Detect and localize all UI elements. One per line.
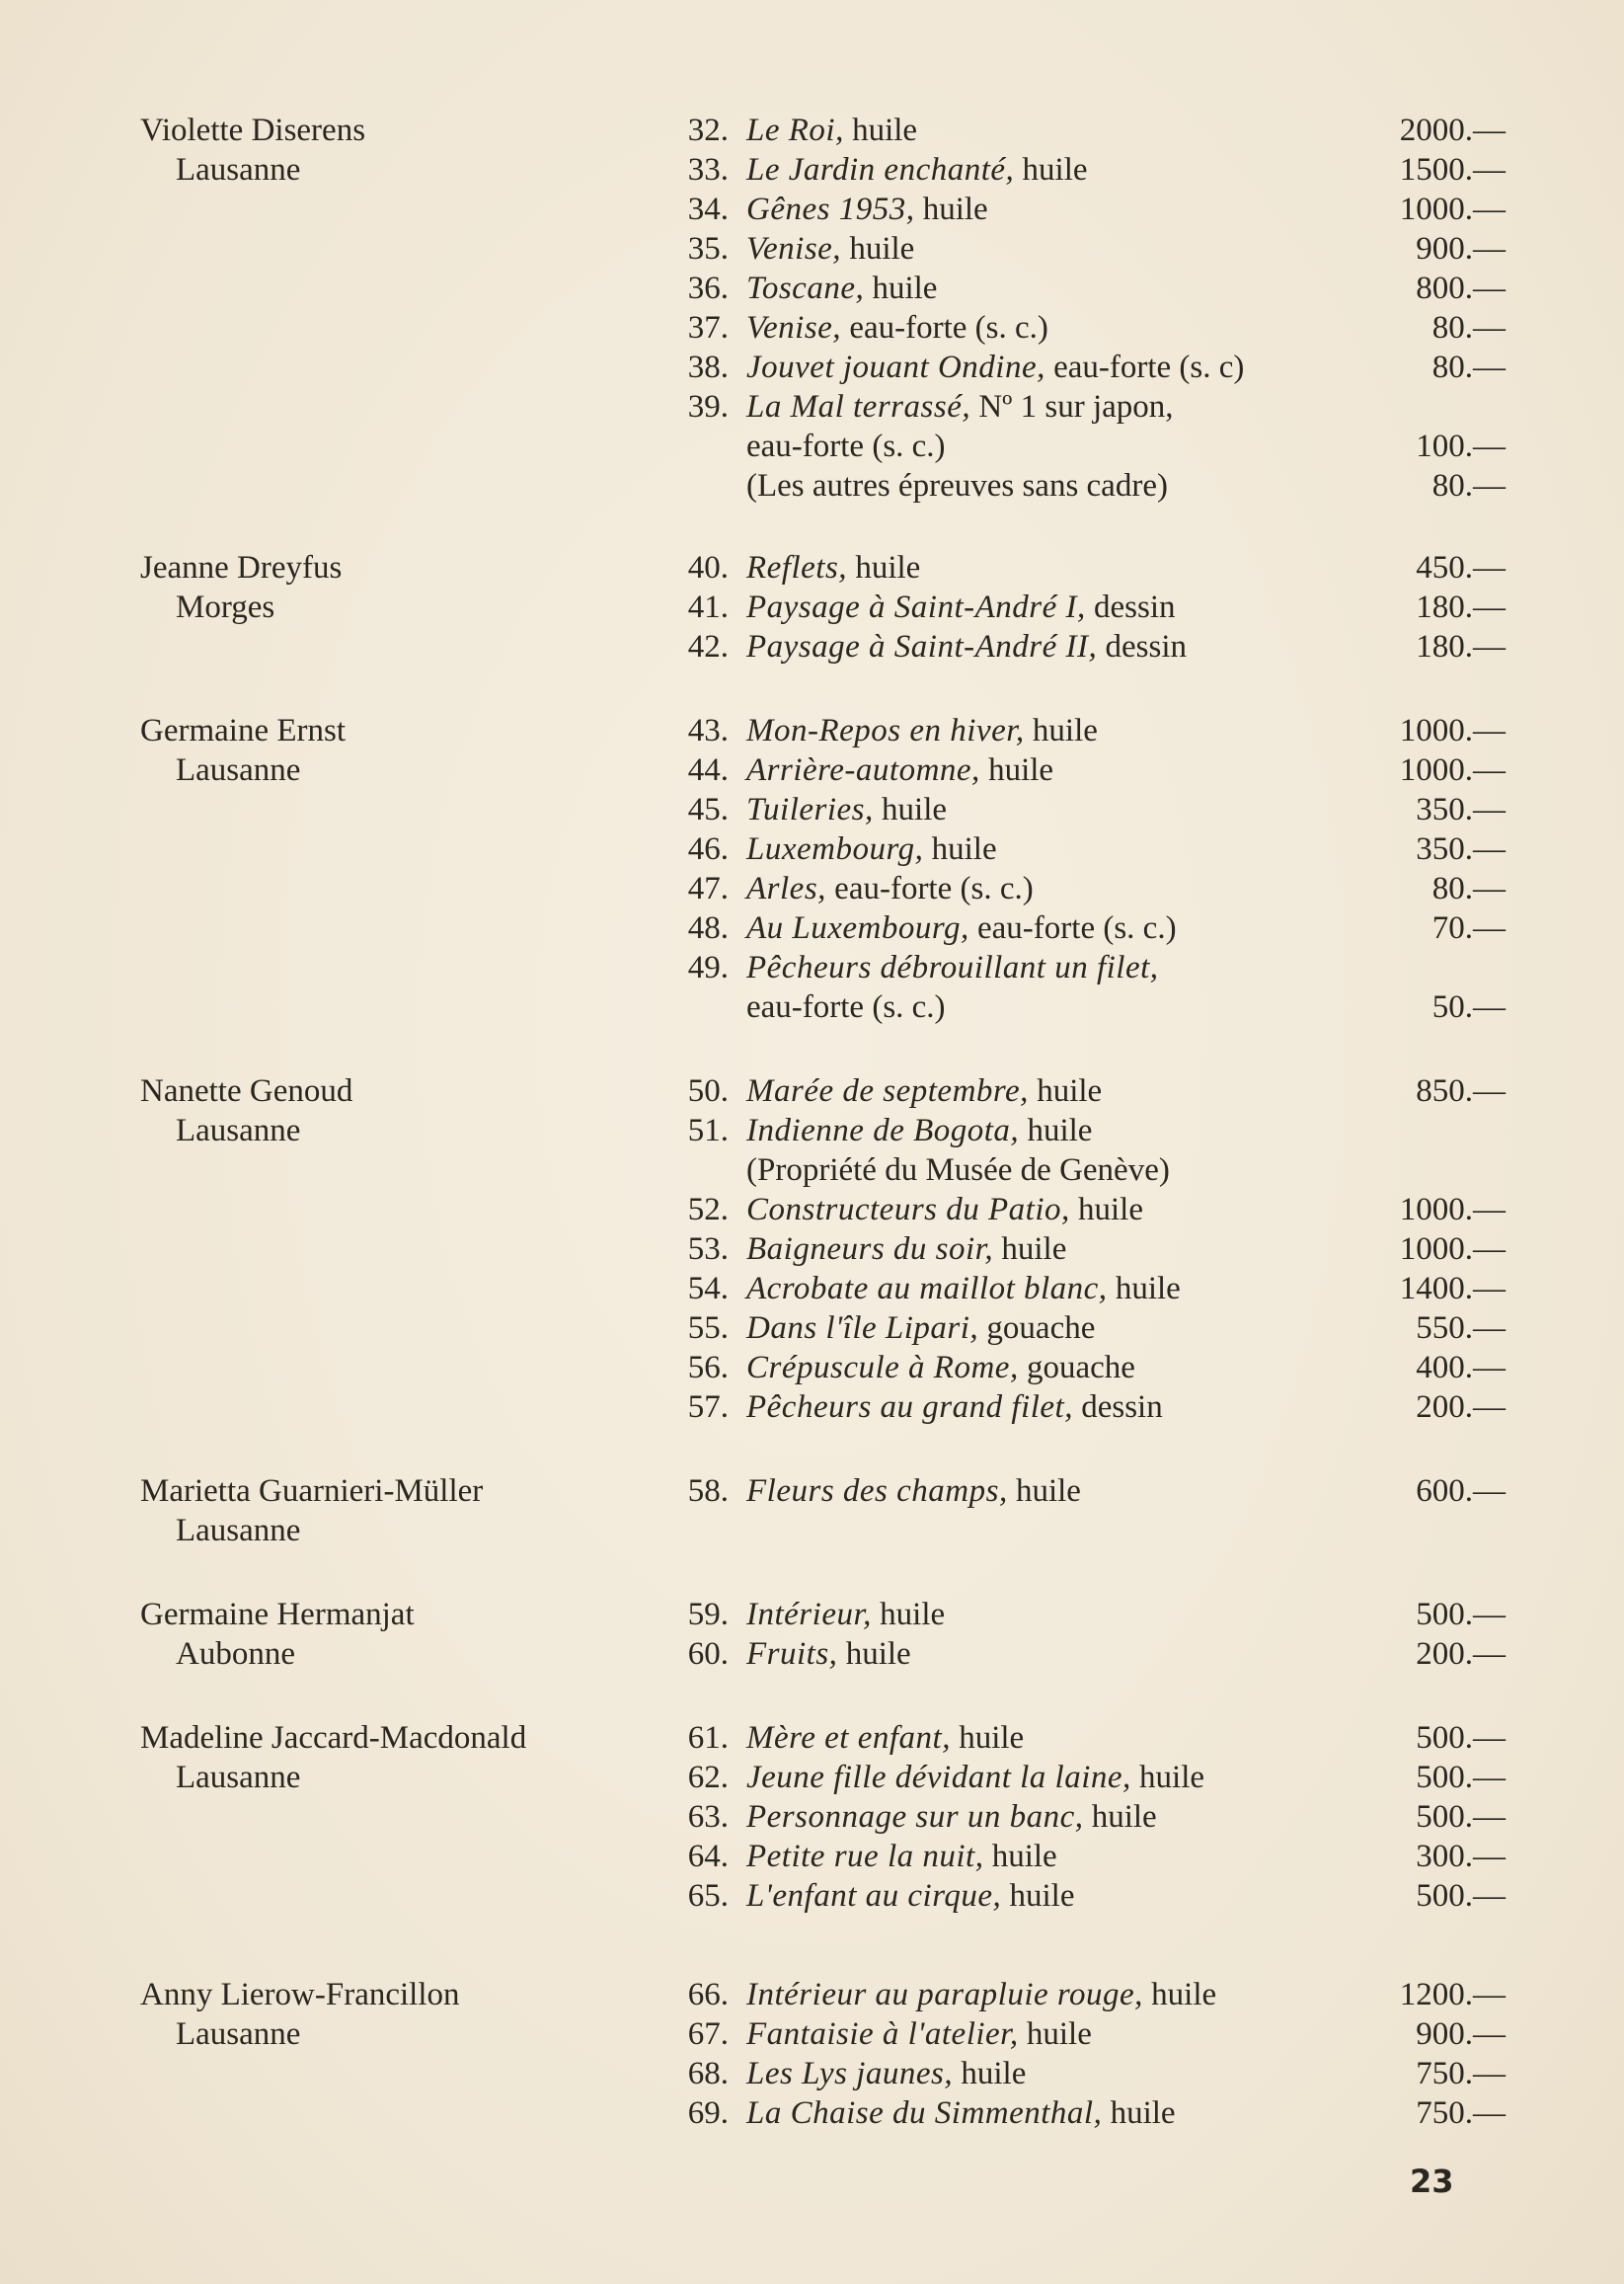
entry-title: Paysage à Saint-André I, (746, 590, 1086, 625)
entry-price: 1500.— (1399, 152, 1506, 188)
entry-price: 1000.— (1399, 752, 1506, 788)
catalogue-entry (0, 829, 1624, 869)
entry-number: 54. (687, 1271, 729, 1306)
entry-title: Mon-Repos en hiver, (746, 713, 1025, 748)
artist-name: Madeline Jaccard-Macdonald (140, 1720, 527, 1756)
entry-description (746, 588, 1176, 627)
entry-medium: huile (1091, 1799, 1157, 1835)
entry-price: 900.— (1416, 2016, 1506, 2052)
catalogue-entry (0, 1837, 1624, 1876)
entry-price: 750.— (1416, 2095, 1506, 2131)
entry-title: La Mal terrassé, (746, 389, 971, 425)
artist-name: Germaine Ernst (140, 713, 347, 748)
entry-description (746, 1595, 945, 1634)
entry-number: 56. (687, 1350, 729, 1385)
entry-description (746, 948, 1159, 987)
entry-number: 39. (687, 389, 729, 425)
entry-title: Toscane, (746, 271, 865, 306)
catalogue-entry (0, 2093, 1624, 2133)
entry-number: 32. (687, 113, 729, 148)
entry-description (746, 1758, 1204, 1797)
entry-medium: huile (852, 113, 918, 148)
entry-medium: huile (1032, 713, 1098, 748)
entry-title: Intérieur, (746, 1597, 872, 1632)
entry-medium: huile (1026, 2016, 1092, 2052)
entry-medium: huile (880, 1597, 946, 1632)
entry-description (746, 1308, 1095, 1348)
entry-number: 63. (687, 1799, 729, 1835)
entry-number: 59. (687, 1597, 729, 1632)
entry-medium: huile (1022, 152, 1088, 188)
entry-title: Arrière-automne, (746, 752, 980, 788)
entry-number: 67. (687, 2016, 729, 2052)
entry-price: 1000.— (1399, 1192, 1506, 1227)
entry-number: 45. (687, 792, 729, 827)
entry-title: L'enfant au cirque, (746, 1878, 1002, 1914)
entry-number: 58. (687, 1473, 729, 1509)
catalogue-entry (0, 269, 1624, 308)
entry-price: 70.— (1431, 910, 1506, 946)
entry-title: Marée de septembre, (746, 1073, 1029, 1109)
catalogue-entry (0, 750, 1624, 790)
entry-number: 64. (687, 1839, 729, 1874)
entry-description (746, 269, 937, 308)
catalogue-entry (0, 2014, 1624, 2054)
entry-description (746, 308, 1048, 348)
entry-description (746, 1229, 1066, 1269)
entry-price: 500.— (1416, 1799, 1506, 1835)
entry-title: Le Roi, (746, 113, 844, 148)
entry-description (746, 1348, 1135, 1387)
entry-description (746, 2093, 1176, 2133)
entry-title: Venise, (746, 231, 842, 267)
artist-city: Lausanne (176, 1760, 301, 1795)
entry-description (746, 1269, 1181, 1308)
artist-name: Violette Diserens (140, 113, 366, 148)
catalogue-entry (0, 1190, 1624, 1229)
entry-price: 80.— (1431, 310, 1506, 346)
entry-medium: huile (1151, 1977, 1217, 2012)
entry-title: Intérieur au parapluie rouge, (746, 1977, 1143, 2012)
entry-description (746, 750, 1053, 790)
entry-medium: eau-forte (s. c) (1053, 350, 1245, 385)
entry-title: Arles, (746, 871, 826, 906)
catalogue-entry (0, 908, 1624, 948)
entry-price: 1000.— (1399, 713, 1506, 748)
entry-title: Luxembourg, (746, 831, 924, 867)
entry-medium: huile (1037, 1073, 1103, 1109)
entry-price: 300.— (1416, 1839, 1506, 1874)
entry-price: 80.— (1431, 350, 1506, 385)
entry-number: 52. (687, 1192, 729, 1227)
entry-number: 41. (687, 590, 729, 625)
entry-medium: eau-forte (s. c.) (746, 989, 946, 1025)
entry-medium: huile (1009, 1878, 1075, 1914)
entry-description (746, 1190, 1143, 1229)
entry-description (746, 1876, 1074, 1916)
entry-title: Les Lys jaunes, (746, 2056, 954, 2091)
catalogue-entry (0, 387, 1624, 427)
catalogue-entry (0, 150, 1624, 190)
entry-number: 47. (687, 871, 729, 906)
catalogue-entry (0, 1797, 1624, 1837)
artist-name: Anny Lierow-Francillon (140, 1977, 460, 2012)
entry-number: 38. (687, 350, 729, 385)
entry-description (746, 190, 988, 229)
entry-title: Baigneurs du soir, (746, 1231, 994, 1267)
entry-price: 450.— (1416, 550, 1506, 586)
catalogue-entry (0, 1595, 1624, 1634)
catalogue-entry (0, 1150, 1624, 1190)
catalogue-entry (0, 627, 1624, 667)
entry-price: 100.— (1416, 429, 1506, 464)
entry-description (746, 2014, 1092, 2054)
entry-title: Pêcheurs au grand filet, (746, 1389, 1073, 1425)
entry-price: 1400.— (1399, 1271, 1506, 1306)
catalogue-entry (0, 348, 1624, 387)
entry-medium: eau-forte (s. c.) (834, 871, 1034, 906)
artist-city: Lausanne (176, 152, 301, 188)
entry-description (746, 229, 914, 269)
entry-price: 2000.— (1399, 113, 1506, 148)
entry-price: 80.— (1431, 468, 1506, 504)
entry-number: 66. (687, 1977, 729, 2012)
artist-city: Lausanne (176, 1113, 301, 1148)
entry-number: 35. (687, 231, 729, 267)
entry-price: 350.— (1416, 831, 1506, 867)
entry-medium: eau-forte (s. c.) (849, 310, 1048, 346)
entry-price: 600.— (1416, 1473, 1506, 1509)
entry-medium: huile (1015, 1473, 1081, 1509)
catalogue-entry (0, 1071, 1624, 1111)
catalogue-entry (0, 1876, 1624, 1916)
catalogue-entry (0, 948, 1624, 987)
entry-medium: eau-forte (s. c.) (977, 910, 1177, 946)
catalogue-entry (0, 466, 1624, 506)
catalogue-entry (0, 229, 1624, 269)
entry-price: 500.— (1416, 1878, 1506, 1914)
entry-description (746, 466, 1168, 506)
entry-title: Petite rue la nuit, (746, 1839, 984, 1874)
entry-medium: (Les autres épreuves sans cadre) (746, 468, 1168, 504)
entry-description (746, 1111, 1092, 1150)
entry-number: 50. (687, 1073, 729, 1109)
entry-description (746, 2054, 1026, 2093)
entry-number: 68. (687, 2056, 729, 2091)
entry-description (746, 1975, 1216, 2014)
entry-number: 55. (687, 1310, 729, 1346)
entry-number: 37. (687, 310, 729, 346)
entry-number: 34. (687, 192, 729, 227)
entry-price: 850.— (1416, 1073, 1506, 1109)
entry-medium: huile (988, 752, 1054, 788)
catalogue-entry (0, 869, 1624, 908)
entry-title: Crépuscule à Rome, (746, 1350, 1019, 1385)
entry-medium: gouache (1026, 1350, 1135, 1385)
catalogue-entry (0, 588, 1624, 627)
catalogue-entry (0, 1308, 1624, 1348)
entry-medium: huile (959, 1720, 1025, 1756)
catalogue-entry (0, 427, 1624, 466)
entry-title: Tuileries, (746, 792, 874, 827)
entry-number: 62. (687, 1760, 729, 1795)
entry-title: Personnage sur un banc, (746, 1799, 1084, 1835)
entry-number: 60. (687, 1636, 729, 1672)
entry-medium: huile (1027, 1113, 1093, 1148)
entry-price: 800.— (1416, 271, 1506, 306)
artist-city: Lausanne (176, 2016, 301, 2052)
entry-medium: huile (961, 2056, 1027, 2091)
catalogue-entry (0, 548, 1624, 588)
catalogue-entry (0, 987, 1624, 1027)
entry-description (746, 111, 917, 150)
entry-title: Venise, (746, 310, 842, 346)
catalogue-entry (0, 190, 1624, 229)
entry-price: 500.— (1416, 1760, 1506, 1795)
entry-description (746, 150, 1088, 190)
entry-price: 400.— (1416, 1350, 1506, 1385)
entry-description (746, 1471, 1081, 1511)
entry-medium: huile (1078, 1192, 1143, 1227)
entry-medium: huile (1110, 2095, 1176, 2131)
entry-number: 49. (687, 950, 729, 985)
entry-title: Fruits, (746, 1636, 838, 1672)
entry-price: 180.— (1416, 590, 1506, 625)
entry-number: 51. (687, 1113, 729, 1148)
catalogue-entry (0, 711, 1624, 750)
artist-city: Lausanne (176, 752, 301, 788)
entry-title: Mère et enfant, (746, 1720, 951, 1756)
page-number: 23 (1410, 2163, 1454, 2200)
entry-description (746, 1634, 911, 1674)
catalogue-entry (0, 1718, 1624, 1758)
catalogue-entry (0, 308, 1624, 348)
artist-name: Germaine Hermanjat (140, 1597, 415, 1632)
entry-number: 61. (687, 1720, 729, 1756)
entry-title: Gênes 1953, (746, 192, 915, 227)
entry-title: Fleurs des champs, (746, 1473, 1008, 1509)
artist-city: Morges (176, 590, 275, 625)
entry-description (746, 987, 946, 1027)
entry-title: Indienne de Bogota, (746, 1113, 1020, 1148)
catalogue-entry (0, 1348, 1624, 1387)
catalogue-entry (0, 1758, 1624, 1797)
entry-title: Acrobate au maillot blanc, (746, 1271, 1108, 1306)
artist-name: Jeanne Dreyfus (140, 550, 343, 586)
catalogue-entry (0, 1471, 1624, 1511)
catalogue-entry (0, 1229, 1624, 1269)
entry-medium: huile (849, 231, 915, 267)
catalogue-entry (0, 790, 1624, 829)
entry-description (746, 1797, 1157, 1837)
entry-description (746, 711, 1098, 750)
catalogue-entry (0, 1634, 1624, 1674)
entry-medium: huile (845, 1636, 911, 1672)
entry-medium: huile (855, 550, 921, 586)
entry-description (746, 387, 1174, 427)
artist-city: Lausanne (176, 1513, 301, 1548)
entry-medium: dessin (1105, 629, 1187, 665)
entry-price: 180.— (1416, 629, 1506, 665)
entry-number: 43. (687, 713, 729, 748)
entry-price: 350.— (1416, 792, 1506, 827)
entry-medium: huile (882, 792, 948, 827)
entry-description (746, 1837, 1057, 1876)
entry-title: Paysage à Saint-André II, (746, 629, 1098, 665)
entry-medium: huile (1139, 1760, 1205, 1795)
entry-medium: dessin (1081, 1389, 1163, 1425)
entry-title: Fantaisie à l'atelier, (746, 2016, 1019, 2052)
entry-description (746, 348, 1244, 387)
entry-number: 46. (687, 831, 729, 867)
artist-name: Marietta Guarnieri-Müller (140, 1473, 484, 1509)
entry-medium: huile (931, 831, 997, 867)
entry-medium: huile (922, 192, 988, 227)
entry-description (746, 908, 1177, 948)
entry-title: Pêcheurs débrouillant un filet, (746, 950, 1159, 985)
entry-title: Au Luxembourg, (746, 910, 969, 946)
entry-title: La Chaise du Simmenthal, (746, 2095, 1103, 2131)
entry-description (746, 790, 947, 829)
entry-number: 57. (687, 1389, 729, 1425)
entry-number: 36. (687, 271, 729, 306)
entry-description (746, 1387, 1163, 1427)
entry-number: 42. (687, 629, 729, 665)
catalogue-entry (0, 1269, 1624, 1308)
entry-number: 33. (687, 152, 729, 188)
artist-name: Nanette Genoud (140, 1073, 353, 1109)
entry-description (746, 1718, 1024, 1758)
entry-description (746, 829, 997, 869)
entry-number: 48. (687, 910, 729, 946)
entry-description (746, 1071, 1102, 1111)
entry-number: 44. (687, 752, 729, 788)
entry-title: Jouvet jouant Ondine, (746, 350, 1045, 385)
entry-number: 65. (687, 1878, 729, 1914)
entry-description (746, 627, 1187, 667)
entry-description (746, 548, 920, 588)
entry-medium: huile (1001, 1231, 1067, 1267)
entry-number: 53. (687, 1231, 729, 1267)
catalogue-entry (0, 111, 1624, 150)
entry-medium: eau-forte (s. c.) (746, 429, 946, 464)
entry-price: 900.— (1416, 231, 1506, 267)
entry-medium: Nº 1 sur japon, (978, 389, 1174, 425)
entry-medium: gouache (986, 1310, 1096, 1346)
entry-price: 1200.— (1399, 1977, 1506, 2012)
entry-description (746, 427, 946, 466)
entry-description (746, 1150, 1170, 1190)
entry-number: 69. (687, 2095, 729, 2131)
entry-medium: huile (991, 1839, 1057, 1874)
entry-title: Reflets, (746, 550, 848, 586)
entry-title: Dans l'île Lipari, (746, 1310, 979, 1346)
entry-price: 1000.— (1399, 192, 1506, 227)
entry-price: 500.— (1416, 1720, 1506, 1756)
entry-price: 550.— (1416, 1310, 1506, 1346)
entry-medium: huile (872, 271, 938, 306)
entry-medium: (Propriété du Musée de Genève) (746, 1152, 1170, 1188)
catalogue-entry (0, 1975, 1624, 2014)
entry-number: 40. (687, 550, 729, 586)
entry-description (746, 869, 1034, 908)
entry-medium: huile (1115, 1271, 1181, 1306)
entry-price: 200.— (1416, 1389, 1506, 1425)
entry-title: Constructeurs du Patio, (746, 1192, 1070, 1227)
entry-price: 750.— (1416, 2056, 1506, 2091)
entry-price: 200.— (1416, 1636, 1506, 1672)
catalogue-entry (0, 1111, 1624, 1150)
catalogue-entry (0, 2054, 1624, 2093)
artist-city: Aubonne (176, 1636, 295, 1672)
entry-price: 50.— (1431, 989, 1506, 1025)
entry-price: 1000.— (1399, 1231, 1506, 1267)
catalogue-entry (0, 1387, 1624, 1427)
entry-price: 80.— (1431, 871, 1506, 906)
entry-medium: dessin (1094, 590, 1176, 625)
entry-title: Jeune fille dévidant la laine, (746, 1760, 1131, 1795)
entry-price: 500.— (1416, 1597, 1506, 1632)
entry-title: Le Jardin enchanté, (746, 152, 1015, 188)
